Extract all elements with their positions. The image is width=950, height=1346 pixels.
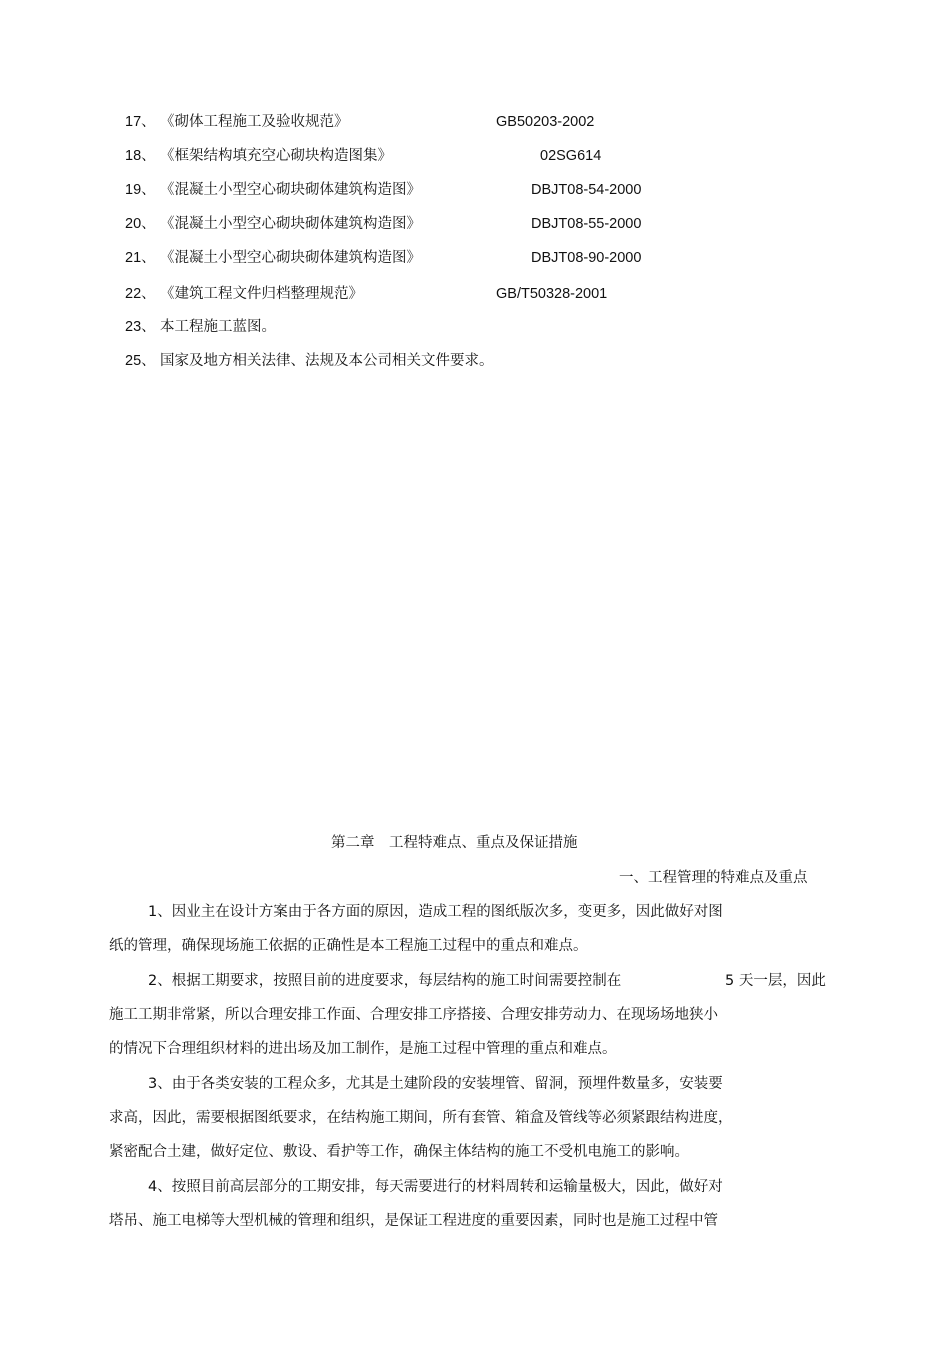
chapter-title: 第二章 工程特难点、重点及保证措施	[331, 835, 578, 851]
reference-code: DBJT08-55-2000	[531, 216, 642, 232]
paragraph-line: 4、按照目前高层部分的工期安排，每天需要进行的材料周转和运输量极大，因此，做好对	[148, 1179, 723, 1195]
reference-index: 25、	[125, 353, 156, 369]
reference-title: 《建筑工程文件归档整理规范》	[160, 286, 363, 302]
paragraph-line: 纸的管理，确保现场施工依据的正确性是本工程施工过程中的重点和难点。	[109, 938, 588, 954]
paragraph-line: 塔吊、施工电梯等大型机械的管理和组织，是保证工程进度的重要因素，同时也是施工过程中管	[109, 1213, 718, 1229]
reference-index: 18、	[125, 148, 156, 164]
reference-title: 本工程施工蓝图。	[160, 319, 276, 335]
section-title: 一、工程管理的特难点及重点	[619, 870, 808, 886]
paragraph-line: 3、由于各类安装的工程众多，尤其是土建阶段的安装埋管、留洞，预埋件数量多，安装要	[148, 1076, 723, 1092]
reference-title: 《砌体工程施工及验收规范》	[160, 114, 349, 130]
reference-index: 19、	[125, 182, 156, 198]
reference-title: 《混凝土小型空心砌块砌体建筑构造图》	[160, 250, 421, 266]
reference-title: 《混凝土小型空心砌块砌体建筑构造图》	[160, 216, 421, 232]
paragraph-line: 求高，因此，需要根据图纸要求，在结构施工期间，所有套管、箱盒及管线等必须紧跟结构进度，	[109, 1110, 733, 1126]
reference-index: 20、	[125, 216, 156, 232]
reference-title: 国家及地方相关法律、法规及本公司相关文件要求。	[160, 353, 494, 369]
reference-index: 23、	[125, 319, 156, 335]
reference-code: DBJT08-54-2000	[531, 182, 642, 198]
reference-code: GB50203-2002	[496, 114, 595, 130]
reference-index: 22、	[125, 286, 156, 302]
paragraph-line: 2、根据工期要求，按照目前的进度要求，每层结构的施工时间需要控制在	[148, 973, 622, 989]
reference-code: DBJT08-90-2000	[531, 250, 642, 266]
paragraph-line: 1、因业主在设计方案由于各方面的原因，造成工程的图纸版次多，变更多，因此做好对图	[148, 904, 723, 920]
reference-title: 《混凝土小型空心砌块砌体建筑构造图》	[160, 182, 421, 198]
reference-code: GB/T50328-2001	[496, 286, 608, 302]
reference-title: 《框架结构填充空心砌块构造图集》	[160, 148, 392, 164]
paragraph-line: 5 天一层，因此	[725, 973, 826, 989]
paragraph-line: 的情况下合理组织材料的进出场及加工制作，是施工过程中管理的重点和难点。	[109, 1041, 617, 1057]
paragraph-line: 施工工期非常紧，所以合理安排工作面、合理安排工序搭接、合理安排劳动力、在现场场地狭小	[109, 1007, 718, 1023]
reference-code: 02SG614	[540, 148, 602, 164]
reference-index: 21、	[125, 250, 156, 266]
reference-index: 17、	[125, 114, 156, 130]
paragraph-line: 紧密配合土建，做好定位、敷设、看护等工作，确保主体结构的施工不受机电施工的影响。	[109, 1144, 689, 1160]
